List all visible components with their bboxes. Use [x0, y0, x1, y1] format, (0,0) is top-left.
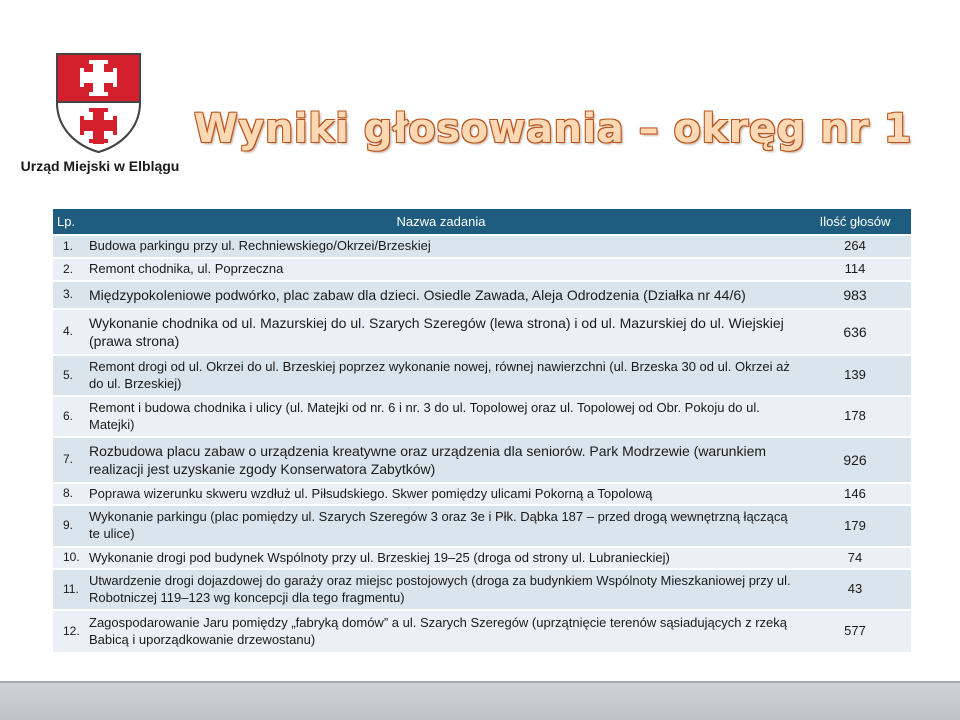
table-row: [53, 569, 911, 610]
row-number: 10.: [53, 547, 83, 569]
row-number: 4.: [53, 309, 83, 355]
table-row: [53, 610, 911, 652]
task-name: Utwardzenie drogi dojazdowej do garaży oraz miejsc postojowych (droga za budynkiem Wspólnoty Mieszkaniowej przy ul. Robotniczej 119–123 wg koncepcji dla tego fragmentu): [83, 569, 799, 610]
table-row: [53, 547, 911, 569]
column-header-lp: Lp.: [53, 209, 83, 235]
row-number: 2.: [53, 258, 83, 281]
table-row: [53, 235, 911, 258]
vote-count: 179: [799, 505, 911, 547]
vote-count: 139: [799, 355, 911, 396]
table-row: [53, 505, 911, 547]
footer-bar: [0, 683, 960, 720]
results-table: [53, 209, 911, 652]
row-number: 1.: [53, 235, 83, 258]
page-title: Wyniki głosowania – okręg nr 1: [193, 106, 912, 152]
task-name: Wykonanie parkingu (plac pomiędzy ul. Szarych Szeregów 3 oraz 3e i Płk. Dąbka 187 – przed drogą wewnętrzną łączącą te ulice): [83, 505, 799, 547]
task-name: Międzypokoleniowe podwórko, plac zabaw dla dzieci. Osiedle Zawada, Aleja Odrodzenia (Działka nr 44/6): [83, 281, 799, 309]
task-name: Wykonanie chodnika od ul. Mazurskiej do ul. Szarych Szeregów (lewa strona) i od ul. Mazurskiej do ul. Wiejskiej (prawa strona): [83, 309, 799, 355]
vote-count: 636: [799, 309, 911, 355]
row-number: 6.: [53, 396, 83, 437]
table-row: [53, 396, 911, 437]
task-name: Zagospodarowanie Jaru pomiędzy „fabryką domów” a ul. Szarych Szeregów (uprzątnięcie terenów sąsiadujących z rzeką Babicą i uporządkowanie drzewostanu): [83, 610, 799, 652]
table-header-row: [53, 209, 911, 235]
vote-count: 577: [799, 610, 911, 652]
row-number: 9.: [53, 505, 83, 547]
vote-count: 264: [799, 235, 911, 258]
table-row: [53, 483, 911, 505]
table-row: [53, 437, 911, 483]
elblag-coat-of-arms-icon: [55, 52, 142, 154]
vote-count: 926: [799, 437, 911, 483]
task-name: Poprawa wizerunku skweru wzdłuż ul. Piłsudskiego. Skwer pomiędzy ulicami Pokorną a Topolową: [83, 483, 799, 505]
column-header-votes: Ilość głosów: [799, 209, 911, 235]
row-number: 11.: [53, 569, 83, 610]
task-name: Rozbudowa placu zabaw o urządzenia kreatywne oraz urządzenia dla seniorów. Park Modrzewie (warunkiem realizacji jest uzyskanie zgody Konserwatora Zabytków): [83, 437, 799, 483]
task-name: Remont chodnika, ul. Poprzeczna: [83, 258, 799, 281]
task-name: Wykonanie drogi pod budynek Wspólnoty przy ul. Brzeskiej 19–25 (droga od strony ul. Lubranieckiej): [83, 547, 799, 569]
table-row: [53, 258, 911, 281]
table-row: [53, 309, 911, 355]
task-name: Remont i budowa chodnika i ulicy (ul. Matejki od nr. 6 i nr. 3 do ul. Topolowej oraz ul. Topolowej od Obr. Pokoju do ul. Matejki): [83, 396, 799, 437]
table-row: [53, 281, 911, 309]
office-name: Urząd Miejski w Elblągu: [20, 158, 180, 174]
column-header-name: Nazwa zadania: [83, 209, 799, 235]
row-number: 12.: [53, 610, 83, 652]
vote-count: 114: [799, 258, 911, 281]
vote-count: 43: [799, 569, 911, 610]
vote-count: 178: [799, 396, 911, 437]
row-number: 3.: [53, 281, 83, 309]
row-number: 7.: [53, 437, 83, 483]
vote-count: 74: [799, 547, 911, 569]
table-row: [53, 355, 911, 396]
row-number: 8.: [53, 483, 83, 505]
vote-count: 983: [799, 281, 911, 309]
task-name: Remont drogi od ul. Okrzei do ul. Brzeskiej poprzez wykonanie nowej, równej nawierzchni (ul. Brzeska 30 od ul. Okrzei aż do ul. Brzeskiej): [83, 355, 799, 396]
row-number: 5.: [53, 355, 83, 396]
task-name: Budowa parkingu przy ul. Rechniewskiego/Okrzei/Brzeskiej: [83, 235, 799, 258]
vote-count: 146: [799, 483, 911, 505]
